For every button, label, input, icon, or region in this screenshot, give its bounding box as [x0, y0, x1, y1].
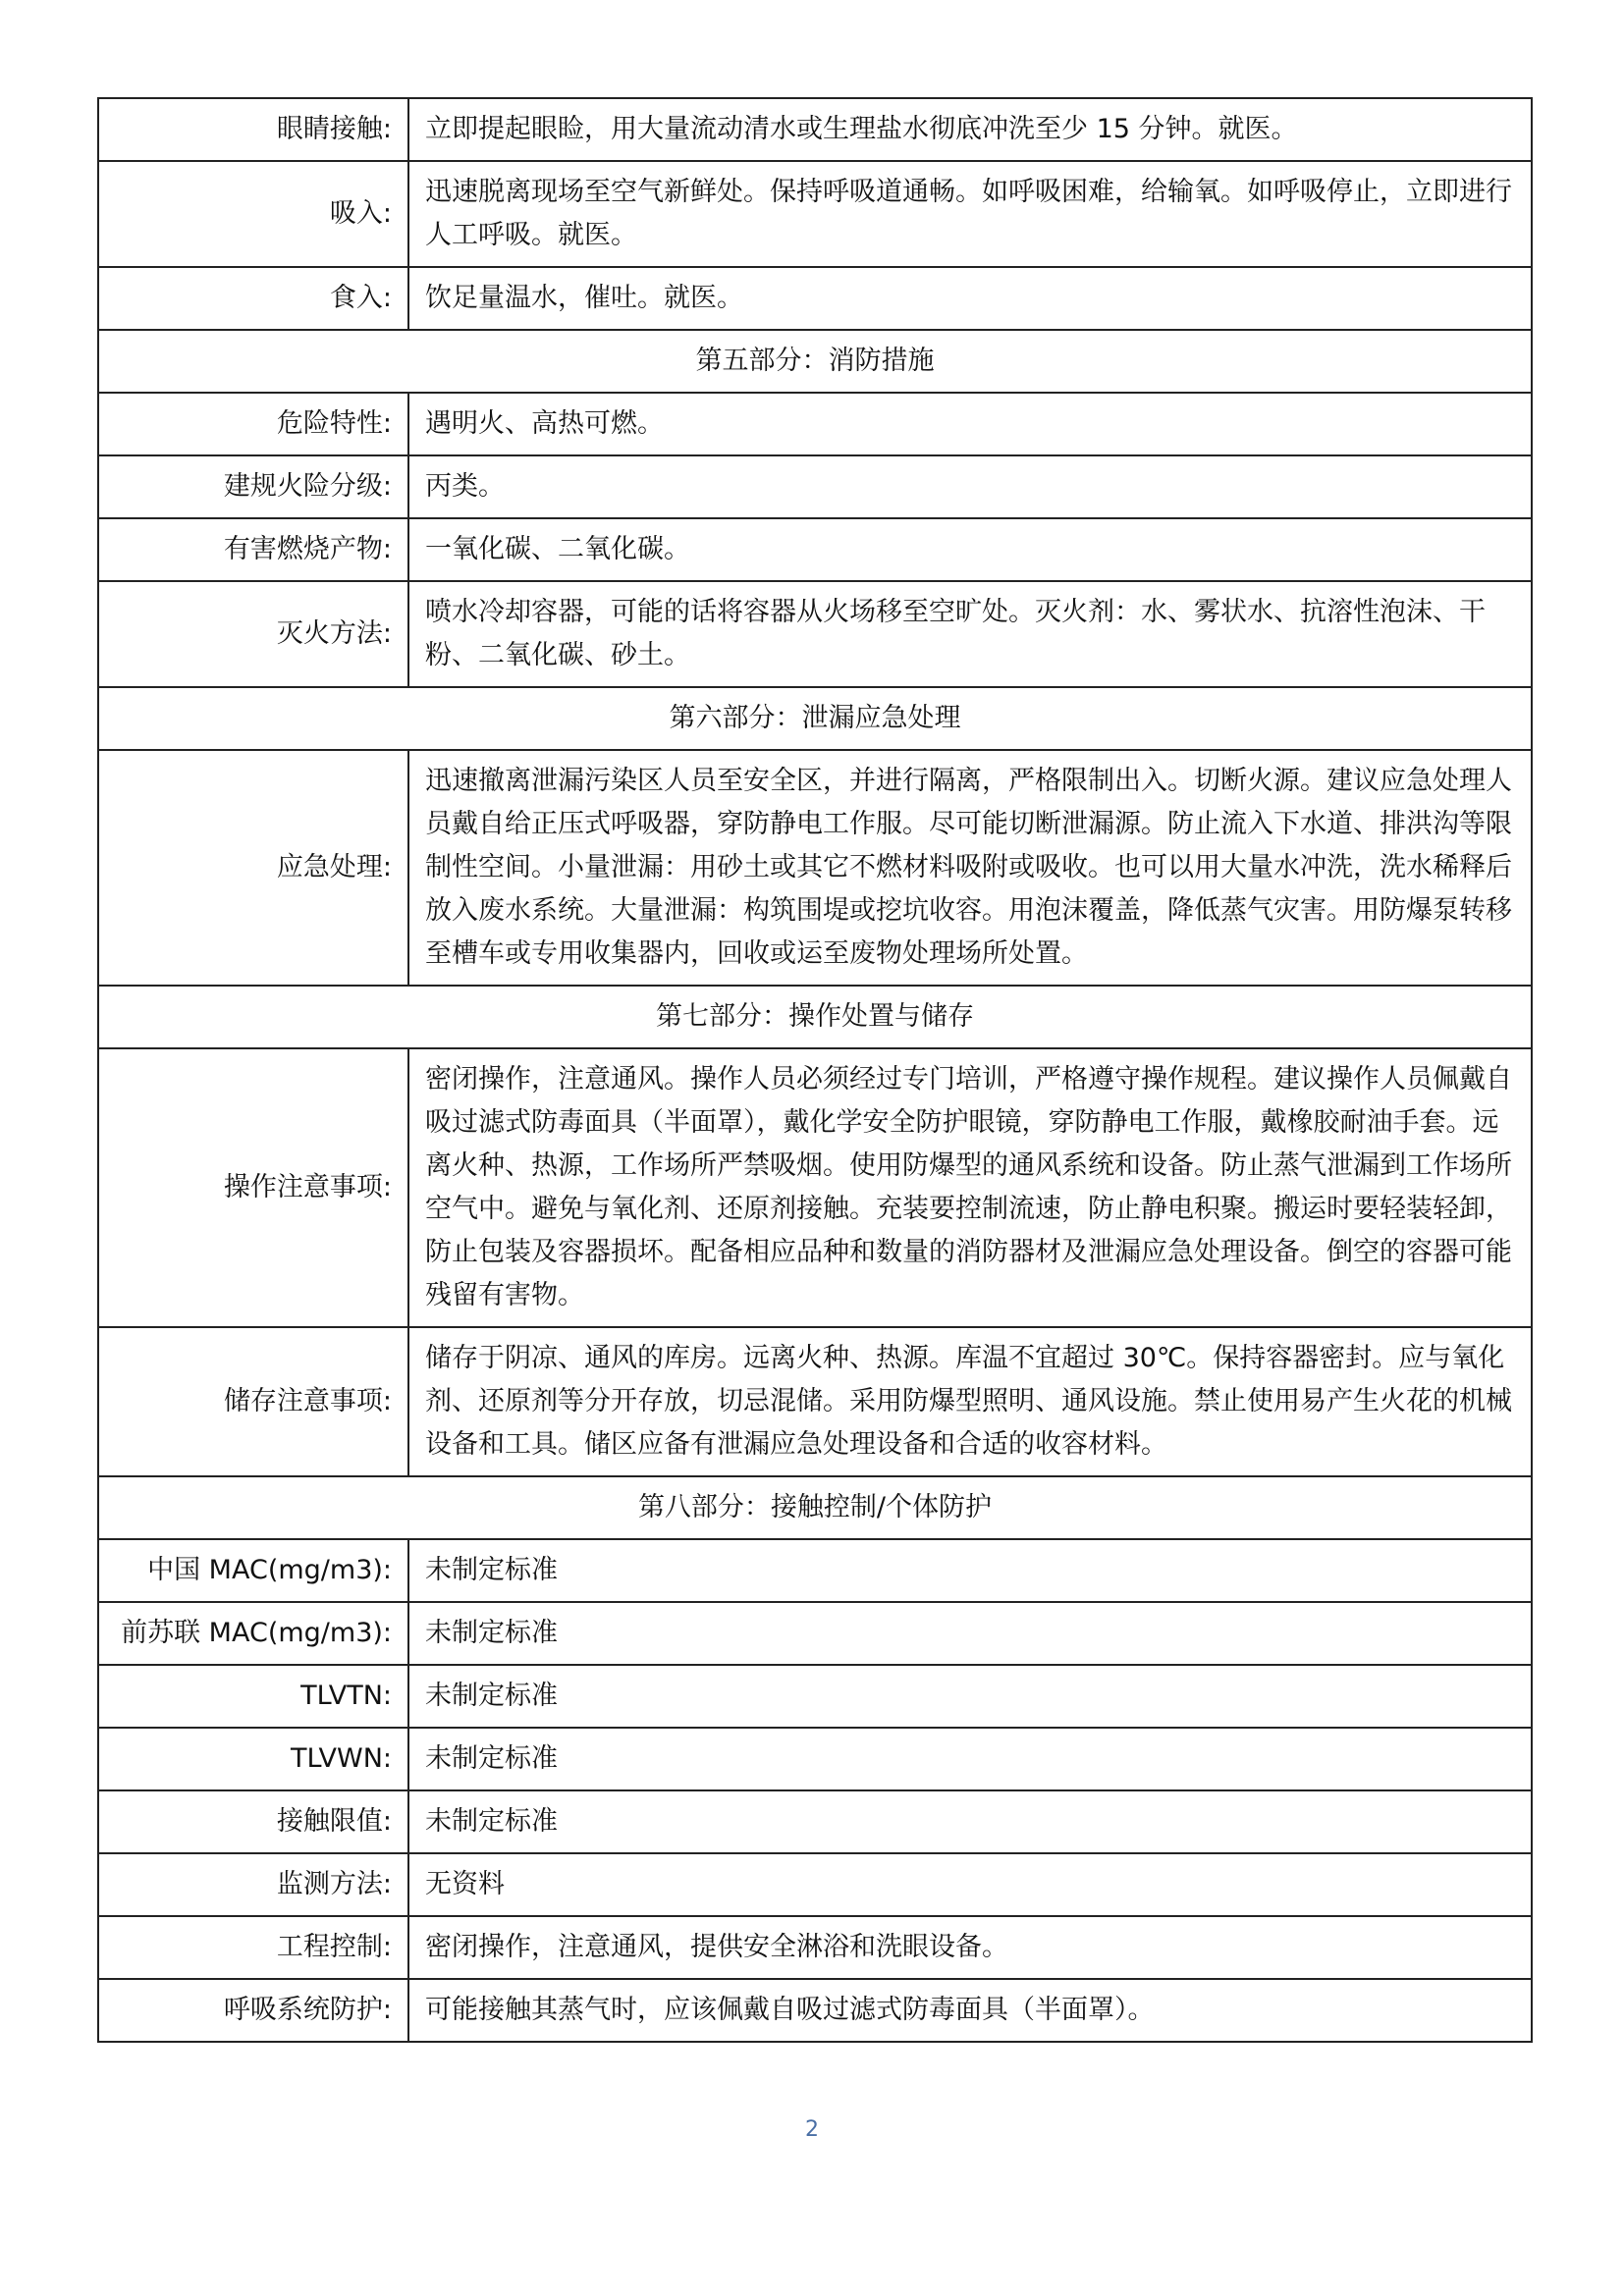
table-row — [98, 393, 1532, 455]
section-header-row — [98, 1476, 1532, 1539]
row-label: 中国 MAC(mg/m3): — [98, 1539, 408, 1602]
row-value: 迅速脱离现场至空气新鲜处。保持呼吸道通畅。如呼吸困难，给输氧。如呼吸停止，立即进行人工呼吸。就医。 — [408, 161, 1532, 267]
row-label: TLVWN: — [98, 1728, 408, 1790]
row-value: 密闭操作，注意通风。操作人员必须经过专门培训，严格遵守操作规程。建议操作人员佩戴自吸过滤式防毒面具（半面罩），戴化学安全防护眼镜，穿防静电工作服，戴橡胶耐油手套。远离火种、热源，工作场所严禁吸烟。使用防爆型的通风系统和设备。防止蒸气泄漏到工作场所空气中。避免与氧化剂、还原剂接触。充装要控制流速，防止静电积聚。搬运时要轻装轻卸，防止包装及容器损坏。配备相应品种和数量的消防器材及泄漏应急处理设备。倒空的容器可能残留有害物。 — [408, 1048, 1532, 1327]
row-value: 密闭操作，注意通风，提供安全淋浴和洗眼设备。 — [408, 1916, 1532, 1979]
row-value: 立即提起眼睑，用大量流动清水或生理盐水彻底冲洗至少 15 分钟。就医。 — [408, 98, 1532, 161]
msds-table — [97, 97, 1533, 2043]
table-row — [98, 1665, 1532, 1728]
table-row — [98, 750, 1532, 986]
row-value: 遇明火、高热可燃。 — [408, 393, 1532, 455]
row-value: 未制定标准 — [408, 1728, 1532, 1790]
section-header-row — [98, 330, 1532, 393]
table-row — [98, 1979, 1532, 2042]
row-value: 一氧化碳、二氧化碳。 — [408, 518, 1532, 581]
section-header-row — [98, 986, 1532, 1048]
row-label: 应急处理: — [98, 750, 408, 986]
table-row — [98, 1728, 1532, 1790]
table-row — [98, 1327, 1532, 1476]
section-title: 第七部分：操作处置与储存 — [98, 986, 1532, 1048]
row-label: 操作注意事项: — [98, 1048, 408, 1327]
row-value: 无资料 — [408, 1853, 1532, 1916]
row-label: 监测方法: — [98, 1853, 408, 1916]
row-label: 前苏联 MAC(mg/m3): — [98, 1602, 408, 1665]
row-value: 可能接触其蒸气时，应该佩戴自吸过滤式防毒面具（半面罩）。 — [408, 1979, 1532, 2042]
row-label: 建规火险分级: — [98, 455, 408, 518]
row-value: 未制定标准 — [408, 1539, 1532, 1602]
row-label: 呼吸系统防护: — [98, 1979, 408, 2042]
row-label: 储存注意事项: — [98, 1327, 408, 1476]
row-value: 喷水冷却容器，可能的话将容器从火场移至空旷处。灭火剂：水、雾状水、抗溶性泡沫、干粉、二氧化碳、砂土。 — [408, 581, 1532, 687]
table-row — [98, 161, 1532, 267]
row-label: 灭火方法: — [98, 581, 408, 687]
section-title: 第五部分：消防措施 — [98, 330, 1532, 393]
row-value: 未制定标准 — [408, 1602, 1532, 1665]
page-number: 2 — [805, 2117, 819, 2142]
row-value: 迅速撤离泄漏污染区人员至安全区，并进行隔离，严格限制出入。切断火源。建议应急处理人员戴自给正压式呼吸器，穿防静电工作服。尽可能切断泄漏源。防止流入下水道、排洪沟等限制性空间。小量泄漏：用砂土或其它不燃材料吸附或吸收。也可以用大量水冲洗，洗水稀释后放入废水系统。大量泄漏：构筑围堤或挖坑收容。用泡沫覆盖，降低蒸气灾害。用防爆泵转移至槽车或专用收集器内，回收或运至废物处理场所处置。 — [408, 750, 1532, 986]
section-title: 第八部分：接触控制/个体防护 — [98, 1476, 1532, 1539]
table-row — [98, 1539, 1532, 1602]
row-label: 工程控制: — [98, 1916, 408, 1979]
row-value: 储存于阴凉、通风的库房。远离火种、热源。库温不宜超过 30℃。保持容器密封。应与氧化剂、还原剂等分开存放，切忌混储。采用防爆型照明、通风设施。禁止使用易产生火花的机械设备和工具。储区应备有泄漏应急处理设备和合适的收容材料。 — [408, 1327, 1532, 1476]
section-title: 第六部分：泄漏应急处理 — [98, 687, 1532, 750]
row-label: TLVTN: — [98, 1665, 408, 1728]
row-value: 饮足量温水，催吐。就医。 — [408, 267, 1532, 330]
row-value: 未制定标准 — [408, 1790, 1532, 1853]
table-row — [98, 455, 1532, 518]
table-row — [98, 98, 1532, 161]
row-label: 危险特性: — [98, 393, 408, 455]
table-row — [98, 1853, 1532, 1916]
row-label: 食入: — [98, 267, 408, 330]
msds-table-container — [97, 97, 1533, 2043]
row-label: 吸入: — [98, 161, 408, 267]
table-row — [98, 1916, 1532, 1979]
row-value: 丙类。 — [408, 455, 1532, 518]
table-row — [98, 581, 1532, 687]
row-label: 眼睛接触: — [98, 98, 408, 161]
row-label: 有害燃烧产物: — [98, 518, 408, 581]
section-header-row — [98, 687, 1532, 750]
row-label: 接触限值: — [98, 1790, 408, 1853]
table-row — [98, 1602, 1532, 1665]
table-row — [98, 1790, 1532, 1853]
table-row — [98, 1048, 1532, 1327]
row-value: 未制定标准 — [408, 1665, 1532, 1728]
table-row — [98, 267, 1532, 330]
table-row — [98, 518, 1532, 581]
